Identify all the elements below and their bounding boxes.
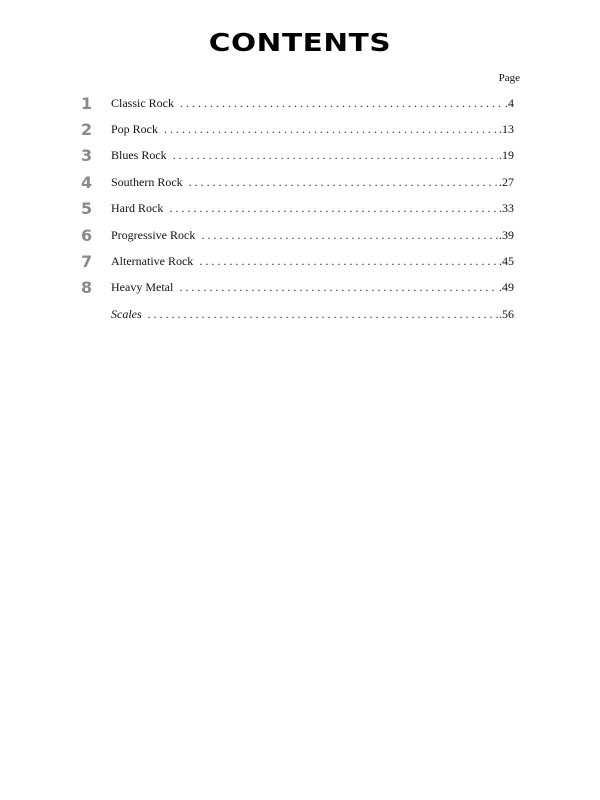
- chapter-number: 3: [81, 146, 93, 166]
- entry-title: Heavy Metal: [111, 280, 174, 295]
- dot-leader: [164, 122, 498, 137]
- page-column-label: Page: [498, 72, 520, 84]
- entry-page-number: .4: [505, 95, 514, 110]
- toc-entry-heavy-metal[interactable]: [78, 275, 514, 301]
- dot-leader: [189, 175, 498, 190]
- entry-title: Hard Rock: [111, 201, 164, 216]
- toc-entry-alternative-rock[interactable]: [78, 248, 514, 274]
- toc-entry-scales[interactable]: [78, 301, 514, 327]
- toc-entry-southern-rock[interactable]: [78, 169, 514, 195]
- chapter-number: 8: [81, 278, 93, 298]
- chapter-number: 4: [81, 172, 93, 192]
- entry-page-number: .56: [499, 306, 514, 321]
- table-of-contents: [78, 90, 514, 328]
- dot-leader: [169, 201, 498, 216]
- toc-entry-classic-rock[interactable]: [78, 90, 514, 116]
- dot-leader: [201, 228, 498, 243]
- dot-leader: [148, 307, 498, 322]
- entry-page-number: .33: [499, 201, 514, 216]
- chapter-number: 7: [81, 252, 93, 272]
- chapter-number: 1: [81, 93, 93, 113]
- entry-title: Scales: [111, 306, 142, 321]
- entry-page-number: .49: [499, 280, 514, 295]
- chapter-number: 2: [81, 120, 93, 140]
- entry-title: Progressive Rock: [111, 227, 196, 242]
- entry-title: Pop Rock: [111, 122, 159, 137]
- toc-entry-progressive-rock[interactable]: [78, 222, 514, 248]
- entry-title: Classic Rock: [111, 95, 174, 110]
- chapter-number: 5: [81, 199, 93, 219]
- entry-title: Blues Rock: [111, 148, 167, 163]
- entry-page-number: .27: [499, 174, 514, 189]
- dot-leader: [180, 96, 504, 111]
- entry-title: Southern Rock: [111, 174, 183, 189]
- toc-entry-hard-rock[interactable]: [78, 196, 514, 222]
- dot-leader: [199, 254, 498, 269]
- dot-leader: [173, 148, 498, 163]
- dot-leader: [179, 280, 498, 295]
- entry-page-number: .45: [499, 254, 514, 269]
- entry-page-number: .19: [499, 148, 514, 163]
- entry-page-number: .39: [499, 227, 514, 242]
- entry-page-number: .13: [499, 122, 514, 137]
- chapter-number: 6: [81, 225, 93, 245]
- toc-entry-pop-rock[interactable]: [78, 116, 514, 142]
- page-title: CONTENTS: [208, 28, 392, 57]
- toc-entry-blues-rock[interactable]: [78, 143, 514, 169]
- entry-title: Alternative Rock: [111, 254, 194, 269]
